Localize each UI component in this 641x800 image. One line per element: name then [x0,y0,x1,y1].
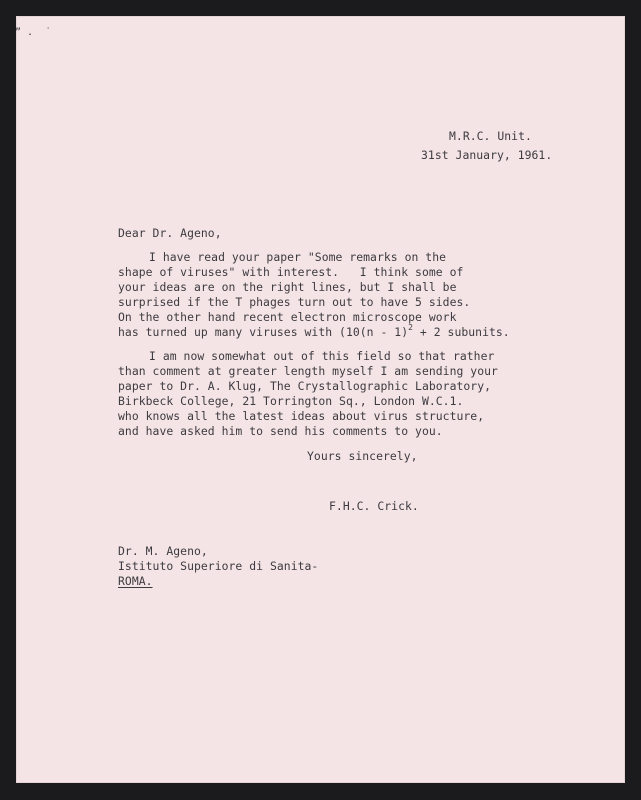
paragraph-1-line-4: surprised if the T phages turn out to have 5 sides. [118,295,471,309]
paragraph-1-line-1: I have read your paper "Some remarks on the [149,250,447,264]
paragraph-1-line-2: shape of viruses" with interest. I think some of [118,265,464,279]
paragraph-2-line-2: than comment at greater length myself I am sending your [118,364,498,378]
letterhead-unit: M.R.C. Unit. [449,129,532,143]
salutation: Dear Dr. Ageno, [118,226,222,240]
paragraph-2-line-4: Birkbeck College, 21 Torrington Sq., London W.C.1. [118,394,464,408]
paragraph-1-line-3: your ideas are on the right lines, but I shall be [118,280,457,294]
closing: Yours sincerely, [307,449,418,463]
recipient-name: Dr. M. Ageno, [118,544,208,558]
paragraph-2-line-6: and have asked him to send his comments to you. [118,424,443,438]
formula-text: has turned up many viruses with (10(n - 1) [118,325,409,339]
recipient-institute: Istituto Superiore di Sanita- [118,559,319,573]
formula-exponent: 2 [408,323,413,333]
paragraph-1-line-5: On the other hand recent electron microscope work [118,310,457,324]
formula-tail: + 2 subunits. [413,325,510,339]
corner-marks: ” . ˙ [15,27,52,38]
signature-name: F.H.C. Crick. [329,499,419,513]
paragraph-2-line-5: who knows all the latest ideas about virus structure, [118,409,485,423]
paragraph-2-line-1: I am now somewhat out of this field so that rather [149,349,495,363]
paragraph-1-line-6 [118,323,510,339]
letter-date: 31st January, 1961. [421,148,553,162]
recipient-city: ROMA. [118,574,153,588]
paragraph-2-line-3: paper to Dr. A. Klug, The Crystallographic Laboratory, [118,379,492,393]
